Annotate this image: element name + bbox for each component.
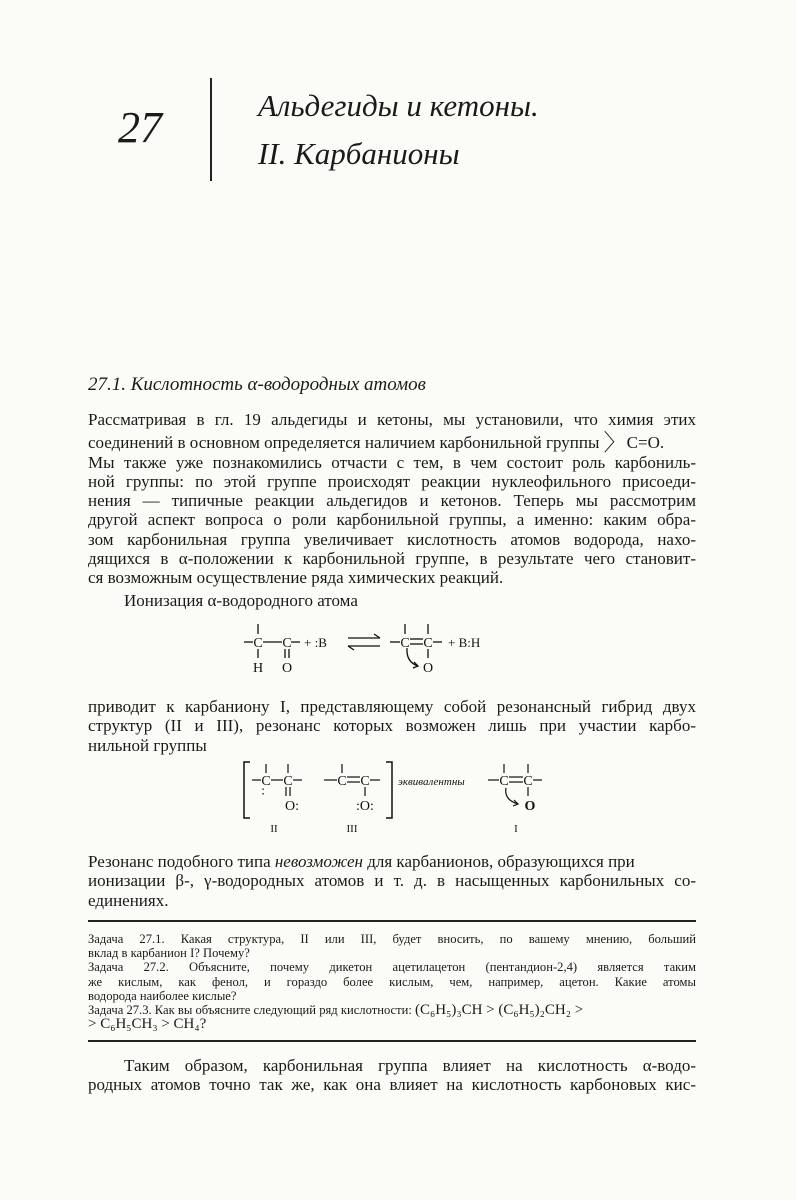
header-divider: [210, 78, 212, 181]
para1-line3: Мы также уже познакомились отчасти с тем, в чем состоит роль карбониль-: [88, 452, 696, 472]
para2-text: Ионизация α-водородного атома: [124, 591, 358, 610]
chapter-title-line2: II. Карбанионы: [258, 136, 460, 171]
paragraph-3: [88, 697, 696, 755]
paragraph-1: [88, 410, 696, 588]
task-2-line3: водорода наиболее кислые?: [88, 988, 237, 1003]
para1-line2: [88, 430, 696, 456]
para1-line2-text: соединений в основном определяется наличием карбонильной группы: [88, 433, 600, 453]
task-1-line1: Задача 27.1. Какая структура, II или III, будет вносить, по вашему мнению, больший: [88, 932, 696, 946]
para1-line5: нения — типичные реакции альдегидов и кетонов. Теперь мы рассмотрим: [88, 491, 696, 511]
para3-line3: нильной группы: [88, 735, 207, 755]
tasks-rule-bottom: [88, 1040, 696, 1042]
i-oxygen: O: [524, 799, 536, 814]
acid-label: + B:H: [448, 635, 481, 650]
paragraph-4: [88, 852, 696, 910]
task-3-formula-1: (C₆H₅)₃CH > (C₆H₅)₂CH₂ >: [415, 1002, 584, 1019]
equivalent-label: эквивалентны: [398, 776, 465, 788]
ii-carbon-2: C: [283, 774, 293, 789]
i-carbon-1: C: [499, 774, 509, 789]
oxygen-atom-right: O: [422, 661, 434, 676]
para4-line3: единениях.: [88, 890, 169, 910]
paragraph-5: [88, 1056, 696, 1095]
iii-oxygen: :O:: [356, 799, 374, 814]
task-3-line1: [88, 1003, 696, 1017]
section-title: 27.1. Кислотность α-водородных атомов: [88, 374, 426, 395]
resonance-scheme-labels: [261, 774, 535, 835]
ionization-scheme-labels: [253, 635, 480, 676]
task-2-line1: Задача 27.2. Объясните, почему дикетон ацетилацетон (пентандион-2,4) является таким: [88, 960, 696, 975]
para4-line1-b: для карбанионов, образующихся при: [367, 852, 635, 871]
paragraph-2: [88, 591, 696, 610]
ii-oxygen: O:: [285, 799, 299, 814]
hydrogen-atom: H: [252, 661, 264, 676]
iii-carbon-2: C: [360, 774, 370, 789]
carbon-atom-2: C: [282, 636, 292, 651]
i-carbon-2: C: [523, 774, 533, 789]
chapter-number: 27: [118, 103, 162, 152]
ii-lone-pair: ∶: [261, 785, 265, 799]
resonance-scheme: [238, 758, 558, 840]
para4-line2: ионизации β-, γ-водородных атомов и т. д. в насыщенных карбонильных со-: [88, 871, 696, 891]
para5-line1: Таким образом, карбонильная группа влияет на кислотность α-водо-: [124, 1056, 696, 1075]
para4-emphasis: невозможен: [274, 852, 363, 871]
carbon-atom-1: C: [253, 636, 263, 651]
carbonyl-formula: C=O.: [626, 433, 665, 453]
structure-iii-label: III: [346, 823, 358, 835]
task-2-line2: же кислым, как фенол, и гораздо более кислым, чем, например, ацетон. Какие атомы: [88, 974, 696, 989]
para1-line6: другой аспект вопроса о роли карбонильной группы, а именно: каким обра-: [88, 510, 696, 530]
iii-carbon-1: C: [337, 774, 347, 789]
para4-line1-a: Резонанс подобного типа: [88, 852, 271, 871]
task-3-text: Задача 27.3. Как вы объясните следующий ряд кислотности:: [88, 1003, 412, 1018]
para4-line1: [88, 852, 696, 871]
para3-line2: структур (II и III), резонанс которых возможен лишь при участии карбо-: [88, 716, 696, 736]
para1-line9: ся возможным осуществление ряда химических реакций.: [88, 568, 504, 588]
para1-line4: ной группы: по этой группе происходят реакции нуклеофильного присоеди-: [88, 471, 696, 491]
carbon-atom-3: C: [400, 636, 410, 651]
oxygen-atom-left: O: [281, 661, 293, 676]
para1-line7: зом карбонильная группа увеличивает кислотность атомов водорода, нахо-: [88, 529, 696, 549]
carbon-atom-4: C: [423, 636, 433, 651]
base-label: + :B: [304, 635, 327, 650]
carbonyl-bracket: 〉: [603, 430, 627, 456]
chapter-title-line1: Альдегиды и кетоны.: [258, 88, 539, 123]
tasks-rule-top: [88, 920, 696, 922]
ii-carbon-1: C: [261, 774, 271, 789]
structure-i-label: I: [514, 823, 518, 835]
task-3-formula-2: > C₆H₅CH₃ > CH₄?: [88, 1016, 207, 1033]
para3-line1: приводит к карбаниону I, представляющему собой резонансный гибрид двух: [88, 697, 696, 716]
task-1-line2: вклад в карбанион I? Почему?: [88, 946, 250, 961]
structure-ii-label: II: [270, 823, 278, 835]
tasks-block: [88, 932, 696, 1031]
para5-line2: родных атомов точно так же, как она влияет на кислотность карбоновых кис-: [88, 1075, 696, 1095]
para1-line1: Рассматривая в гл. 19 альдегиды и кетоны, мы установили, что химия этих: [88, 410, 696, 429]
para1-line8: дящихся в α-положении к карбонильной группе, в результате чего становит-: [88, 549, 696, 569]
ionization-scheme: [240, 618, 520, 688]
